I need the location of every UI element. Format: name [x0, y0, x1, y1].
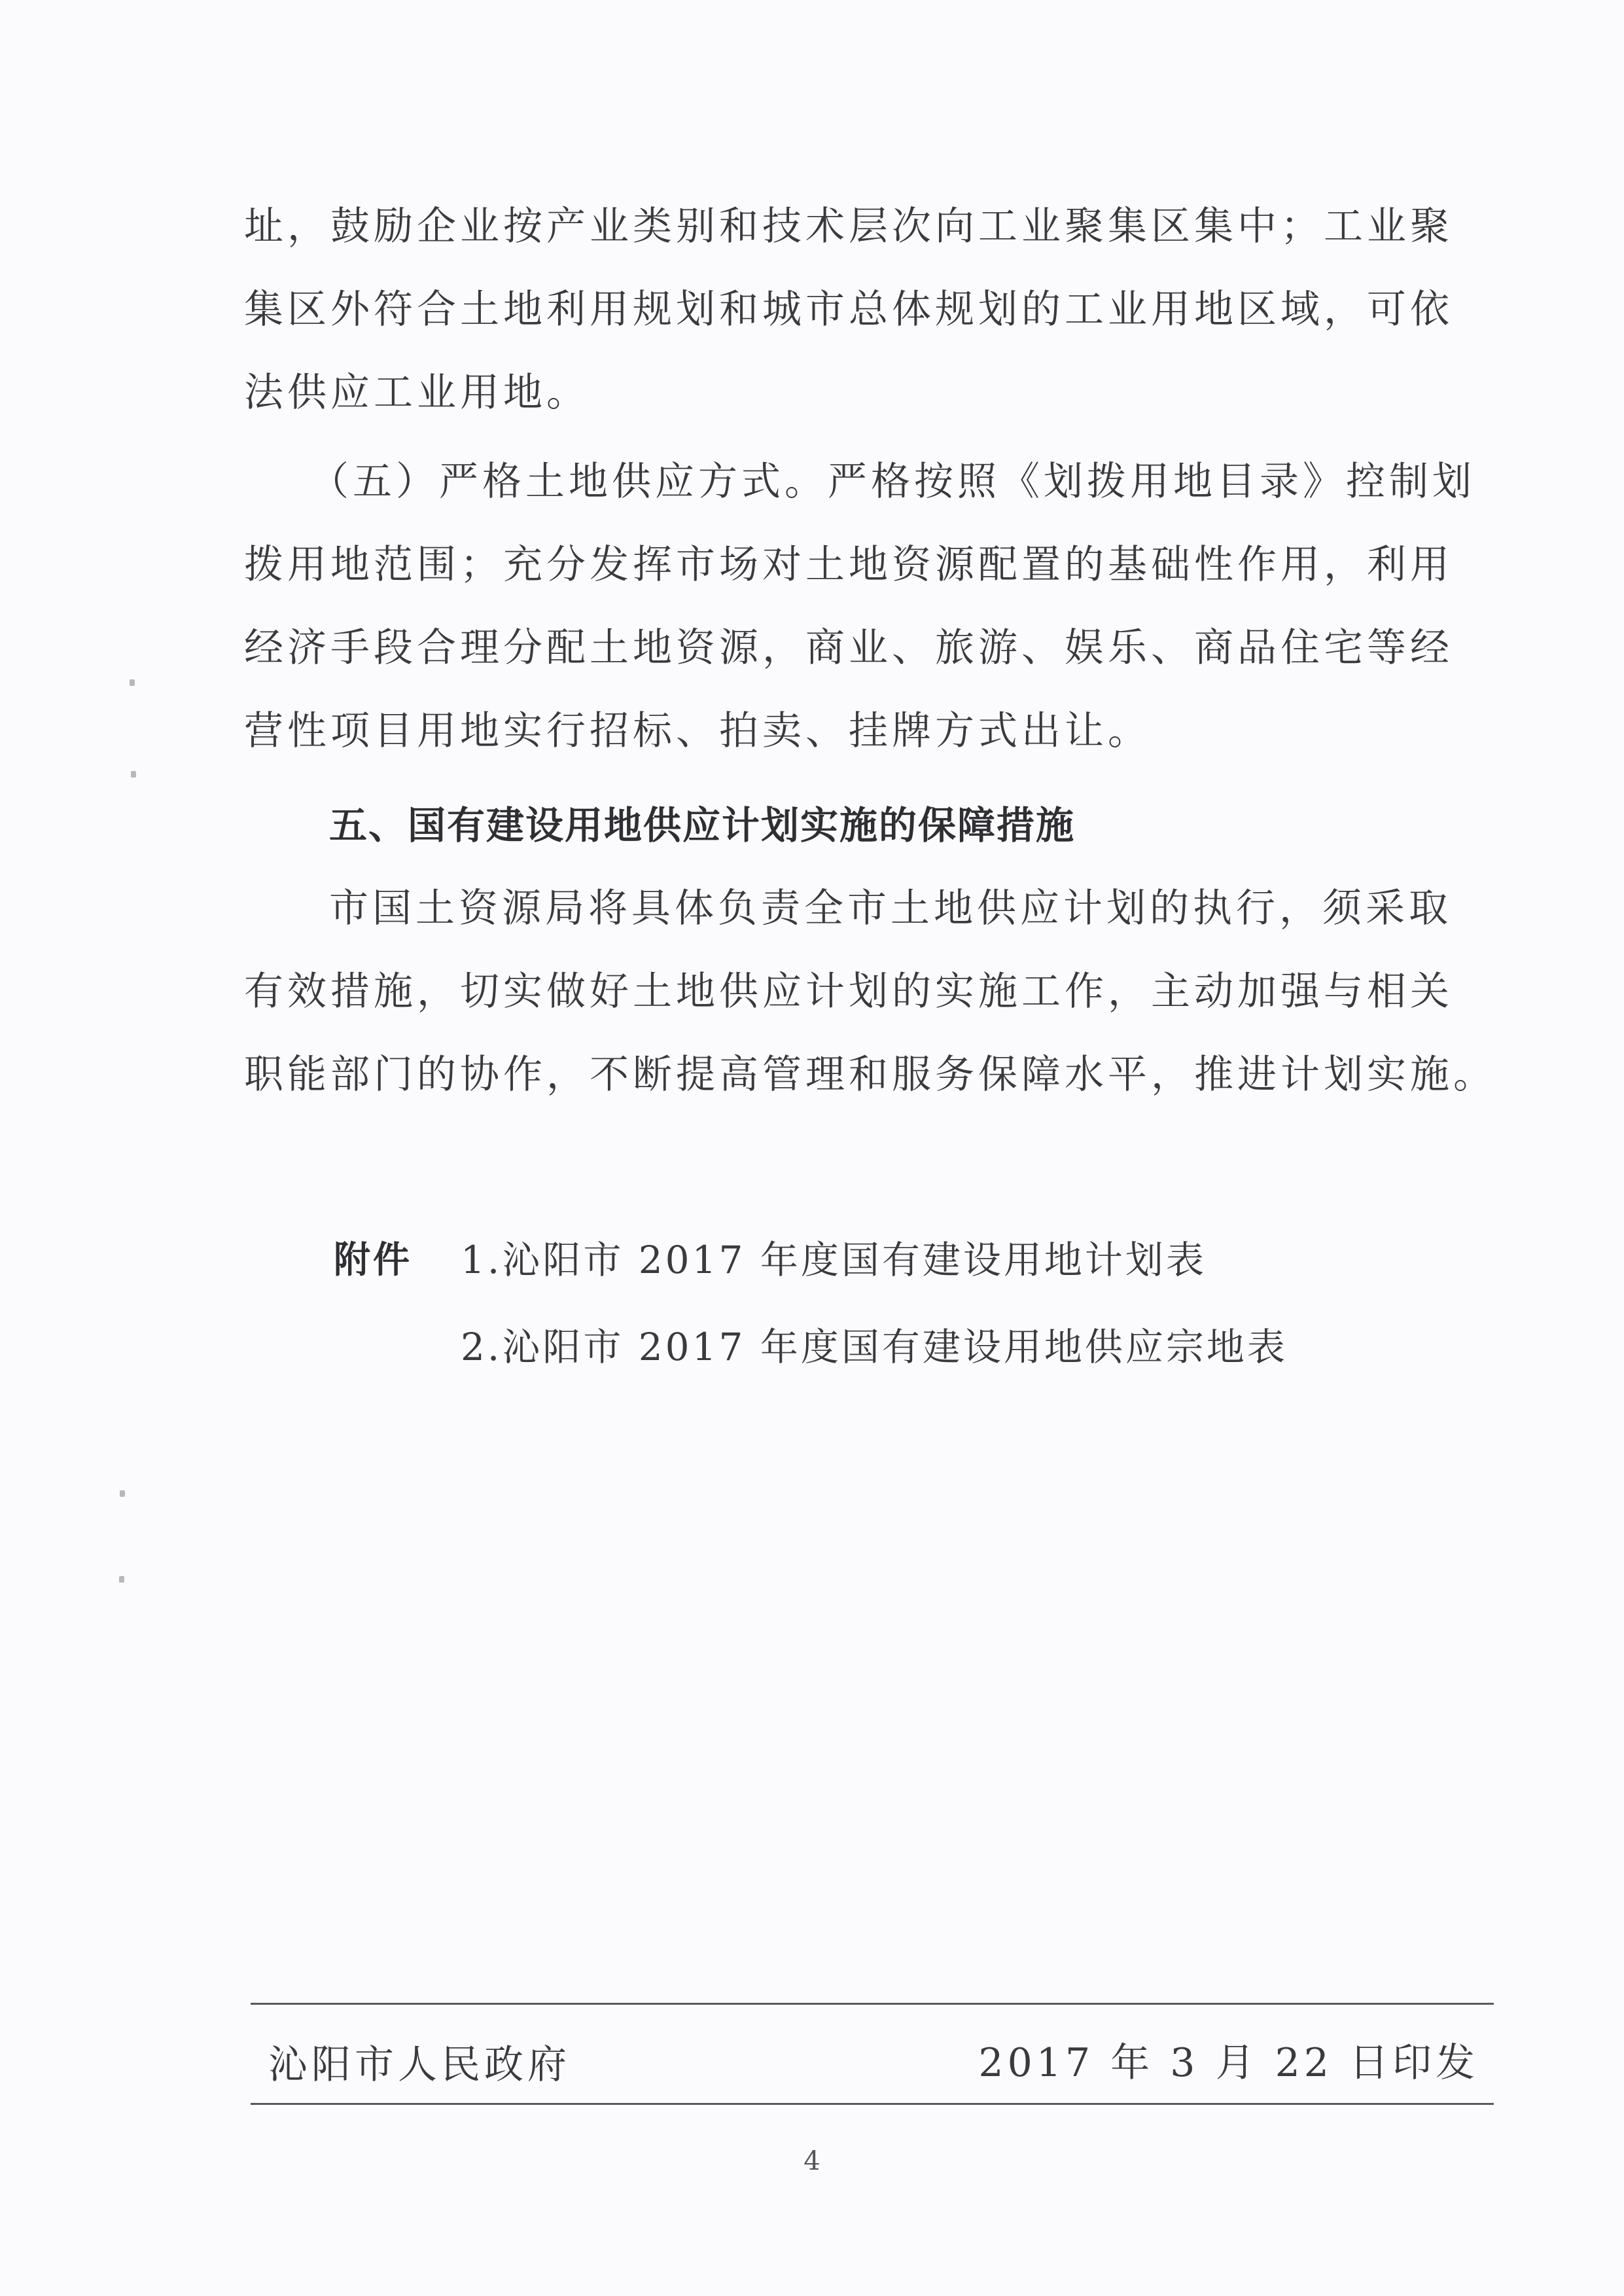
paragraph-line: 经济手段合理分配土地资源，商业、旅游、娱乐、商品住宅等经	[244, 625, 1453, 671]
scan-mark	[131, 771, 136, 778]
attachment-item: 1.沁阳市 2017 年度国有建设用地计划表	[461, 1238, 1207, 1282]
paragraph-line: 址，鼓励企业按产业类别和技术层次向工业聚集区集中；工业聚	[244, 204, 1453, 249]
scan-mark	[119, 1576, 124, 1583]
paragraph-line: 集区外符合土地利用规划和城市总体规划的工业用地区域，可依	[244, 287, 1453, 332]
paragraph-line: 拨用地范围；充分发挥市场对土地资源配置的基础性作用，利用	[244, 542, 1453, 588]
paragraph-land-supply-method	[244, 440, 1475, 773]
paragraph-intro	[244, 185, 1461, 435]
section-heading: 五、国有建设用地供应计划实施的保障措施	[329, 803, 1076, 848]
scan-mark	[130, 679, 135, 686]
footer-top-rule	[251, 2003, 1494, 2005]
paragraph-line: 营性项目用地实行招标、拍卖、挂牌方式出让。	[244, 708, 1151, 754]
page-number: 4	[803, 2146, 821, 2176]
paragraph-measures	[244, 867, 1496, 1117]
attachments-label: 附件	[334, 1239, 412, 1282]
paragraph-line: （五）严格土地供应方式。严格按照《划拨用地目录》控制划	[309, 459, 1475, 505]
footer-bottom-rule	[251, 2103, 1494, 2105]
attachment-item: 2.沁阳市 2017 年度国有建设用地供应宗地表	[461, 1325, 1288, 1369]
paragraph-line: 法供应工业用地。	[244, 370, 590, 416]
paragraph-line: 有效措施，切实做好土地供应计划的实施工作，主动加强与相关	[244, 969, 1453, 1014]
footer-print-date: 2017 年 3 月 22 日印发	[978, 2040, 1479, 2086]
paragraph-line: 市国土资源局将具体负责全市土地供应计划的执行，须采取	[329, 886, 1452, 931]
paragraph-line: 职能部门的协作，不断提高管理和服务保障水平，推进计划实施。	[244, 1052, 1496, 1098]
scan-mark	[120, 1490, 125, 1497]
footer-issuer: 沁阳市人民政府	[268, 2042, 571, 2088]
